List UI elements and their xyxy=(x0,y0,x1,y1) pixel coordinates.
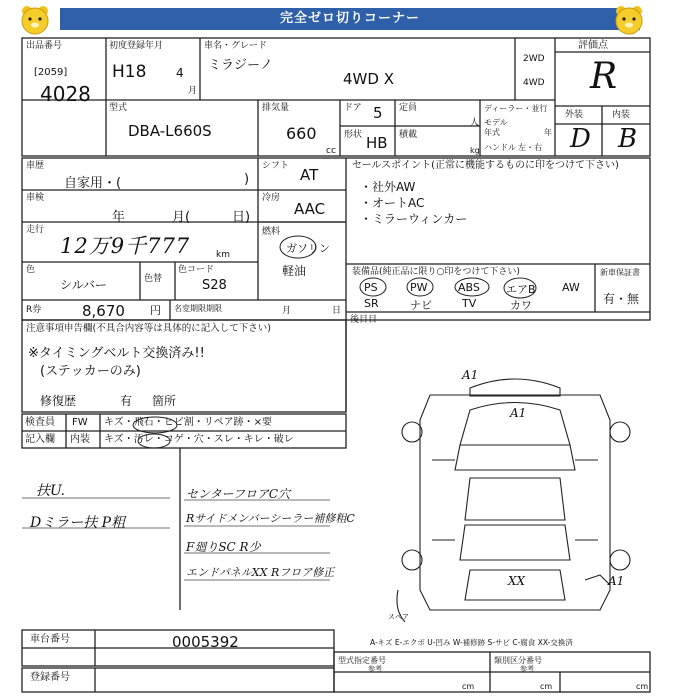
damage-mark-front: A1 xyxy=(462,368,479,382)
model-year-unit: 年 xyxy=(544,128,552,137)
rating-ext-score: D xyxy=(570,124,591,154)
footer-cm-1: cm xyxy=(462,682,475,691)
equip-abs: ABS xyxy=(458,281,480,294)
color-code: S28 xyxy=(202,278,227,293)
banner-title: 完全ゼロ切りコーナー xyxy=(60,8,640,30)
equip-aw: AW xyxy=(562,281,580,294)
mileage-label: 走行 xyxy=(26,225,45,235)
load-label: 積載 xyxy=(399,130,418,140)
sales-point-item: ・オートAC xyxy=(360,196,425,210)
rating-label: 評価点 xyxy=(578,40,608,51)
history-label: 車歴 xyxy=(26,161,45,171)
deadline-day: 日 xyxy=(332,306,342,316)
equip-navi: ナビ xyxy=(410,299,432,312)
doors-value: 5 xyxy=(373,104,383,122)
recycle-label: R券 xyxy=(26,305,42,315)
ac-label: 冷房 xyxy=(262,193,281,203)
mileage-value: 12万9千777 xyxy=(60,234,191,258)
remark-right-1: センターフロアC穴 xyxy=(186,487,291,501)
dealer-label: ディーラー・並行 xyxy=(484,104,548,113)
sales-point-item: ・ミラーウィンカー xyxy=(360,212,468,226)
fuel-label: 燃料 xyxy=(262,227,281,237)
color-code-label: 色コード xyxy=(178,265,215,275)
shift-label: シフト xyxy=(262,161,290,171)
writer-label: 記入欄 xyxy=(25,434,55,445)
inspector-label: 検査員 xyxy=(25,417,55,428)
color-value: シルバー xyxy=(60,278,107,292)
spare-label: スペア xyxy=(388,613,409,621)
history-close: ) xyxy=(244,172,250,187)
handle-options: 左・右 xyxy=(518,143,542,152)
notes-line2: (ステッカーのみ) xyxy=(40,364,141,379)
model-label: 型式 xyxy=(109,103,128,113)
first-reg-year: H18 xyxy=(112,62,147,82)
equip-pw: PW xyxy=(410,281,428,294)
check-tag-fw: FW xyxy=(72,417,88,428)
recycle-value: 8,670 xyxy=(82,302,125,320)
remark-right-3: F廻りSC R少 xyxy=(186,540,261,554)
recycle-unit: 円 xyxy=(150,304,161,317)
car-name-label: 車名・グレード xyxy=(204,41,268,51)
class-number-label: 類別区分番号 xyxy=(494,656,542,665)
displacement-unit: cc xyxy=(326,146,336,156)
damage-mark-rear: XX xyxy=(508,574,526,588)
displacement-label: 排気量 xyxy=(262,103,290,113)
equip-tv: TV xyxy=(462,297,477,310)
history-value: 自家用・( xyxy=(64,176,122,191)
inspection-day-unit: 日) xyxy=(232,210,251,225)
check-row2: キズ・汚レ・コゲ・穴・スレ・キレ・破レ xyxy=(104,434,294,445)
color-label: 色 xyxy=(26,265,36,275)
notes-line1: ※タイミングベルト交換済み!! xyxy=(28,346,205,361)
rating-ext-label: 外装 xyxy=(565,110,584,120)
remark-right-4: エンドパネルXX Rフロア修正 xyxy=(186,566,335,579)
damage-legend: A-キズ E-エクボ U-凹み W-補修跡 S-サビ C-腐食 XX-交換済 xyxy=(370,638,573,647)
shift-value: AT xyxy=(300,166,319,184)
ac-value: AAC xyxy=(294,200,326,218)
remark-right-2: Rサイドメンバーシーラー補修粗C xyxy=(186,512,355,525)
damage-mark-hood: A1 xyxy=(510,406,527,420)
model-code: DBA-L660S xyxy=(128,122,212,140)
chassis-label: 車台番号 xyxy=(30,634,70,645)
deadline-month: 月 xyxy=(282,306,292,316)
color-change-label: 色替 xyxy=(144,274,163,284)
repair-label: 修復歴 xyxy=(40,394,77,408)
rating-int-score: B xyxy=(618,124,638,154)
spec-number-label: 型式指定番号 xyxy=(338,656,386,665)
sales-points-label: セールスポイント(正常に機能するものに印をつけて下さい) xyxy=(352,160,619,171)
capacity-label: 定員 xyxy=(399,103,418,113)
equip-sr: SR xyxy=(364,297,379,310)
class-ref: 参考 xyxy=(520,665,534,673)
inspection-year-unit: 年 xyxy=(112,210,126,225)
fuel-gasoline: ガソリン xyxy=(286,242,330,255)
car-name: ミラジーノ xyxy=(208,58,273,73)
footer-cm-2: cm xyxy=(540,682,553,691)
rating-int-label: 内装 xyxy=(612,110,631,120)
warranty-label: 新車保証書 xyxy=(600,268,640,277)
footer-cm-3: cm xyxy=(636,682,649,691)
lot-number: 4028 xyxy=(40,82,91,106)
equip-airbag: エアB xyxy=(506,283,536,296)
lot-label: 出品番号 xyxy=(26,41,63,51)
doors-label: ドア xyxy=(344,103,362,113)
drive-2wd: 2WD xyxy=(523,54,545,64)
damage-mark-rear-side: A1 xyxy=(608,574,625,588)
load-unit: kg xyxy=(470,146,480,155)
warranty-value: 有・無 xyxy=(603,292,640,306)
car-grade: 4WD X xyxy=(343,70,394,88)
check-tag-interior: 内装 xyxy=(70,434,90,445)
first-reg-label: 初度登録年月 xyxy=(109,41,164,51)
lot-code: [2059] xyxy=(34,67,68,78)
check-row1: キズ・飛石・ヒビ割・リペア跡・×要 xyxy=(104,417,272,428)
first-reg-month-unit: 月 xyxy=(188,86,198,96)
inspection-label: 車検 xyxy=(26,193,45,203)
deadline-label: 名変期限期限 xyxy=(174,304,222,313)
drive-4wd: 4WD xyxy=(523,78,545,88)
handle-label: ハンドル xyxy=(484,143,516,152)
shape-value: HB xyxy=(366,134,388,152)
sales-point-item: ・社外AW xyxy=(360,180,416,194)
repair-count-label: 箇所 xyxy=(152,394,177,408)
fuel-diesel: 軽油 xyxy=(282,264,307,278)
chassis-number: 0005392 xyxy=(172,633,239,651)
rating-score: R xyxy=(590,56,618,97)
equip-ps: PS xyxy=(364,281,378,294)
equip-leather: カワ xyxy=(510,299,532,312)
first-reg-month: 4 xyxy=(176,66,184,80)
reg-label: 登録番号 xyxy=(30,672,70,683)
spec-ref: 参考 xyxy=(368,665,382,673)
repair-value: 有 xyxy=(120,394,133,408)
remark-left-2: Dミラー扶 P粗 xyxy=(30,515,126,531)
capacity-unit: 人 xyxy=(470,118,480,128)
displacement-value: 660 xyxy=(286,124,317,143)
inspection-month-unit: 月( xyxy=(172,210,191,225)
remark-left-1: 扶U. xyxy=(36,483,65,499)
notes-label: 注意事項申告欄(不具合内容等は具体的に記入して下さい) xyxy=(26,323,271,334)
mileage-unit: km xyxy=(216,250,230,260)
seat-label: 後目目 xyxy=(350,315,378,325)
equipment-label: 装備品(純正品に限り○印をつけて下さい) xyxy=(352,267,520,277)
model-year-label: モデル年式 xyxy=(484,118,508,137)
shape-label: 形状 xyxy=(344,130,363,140)
